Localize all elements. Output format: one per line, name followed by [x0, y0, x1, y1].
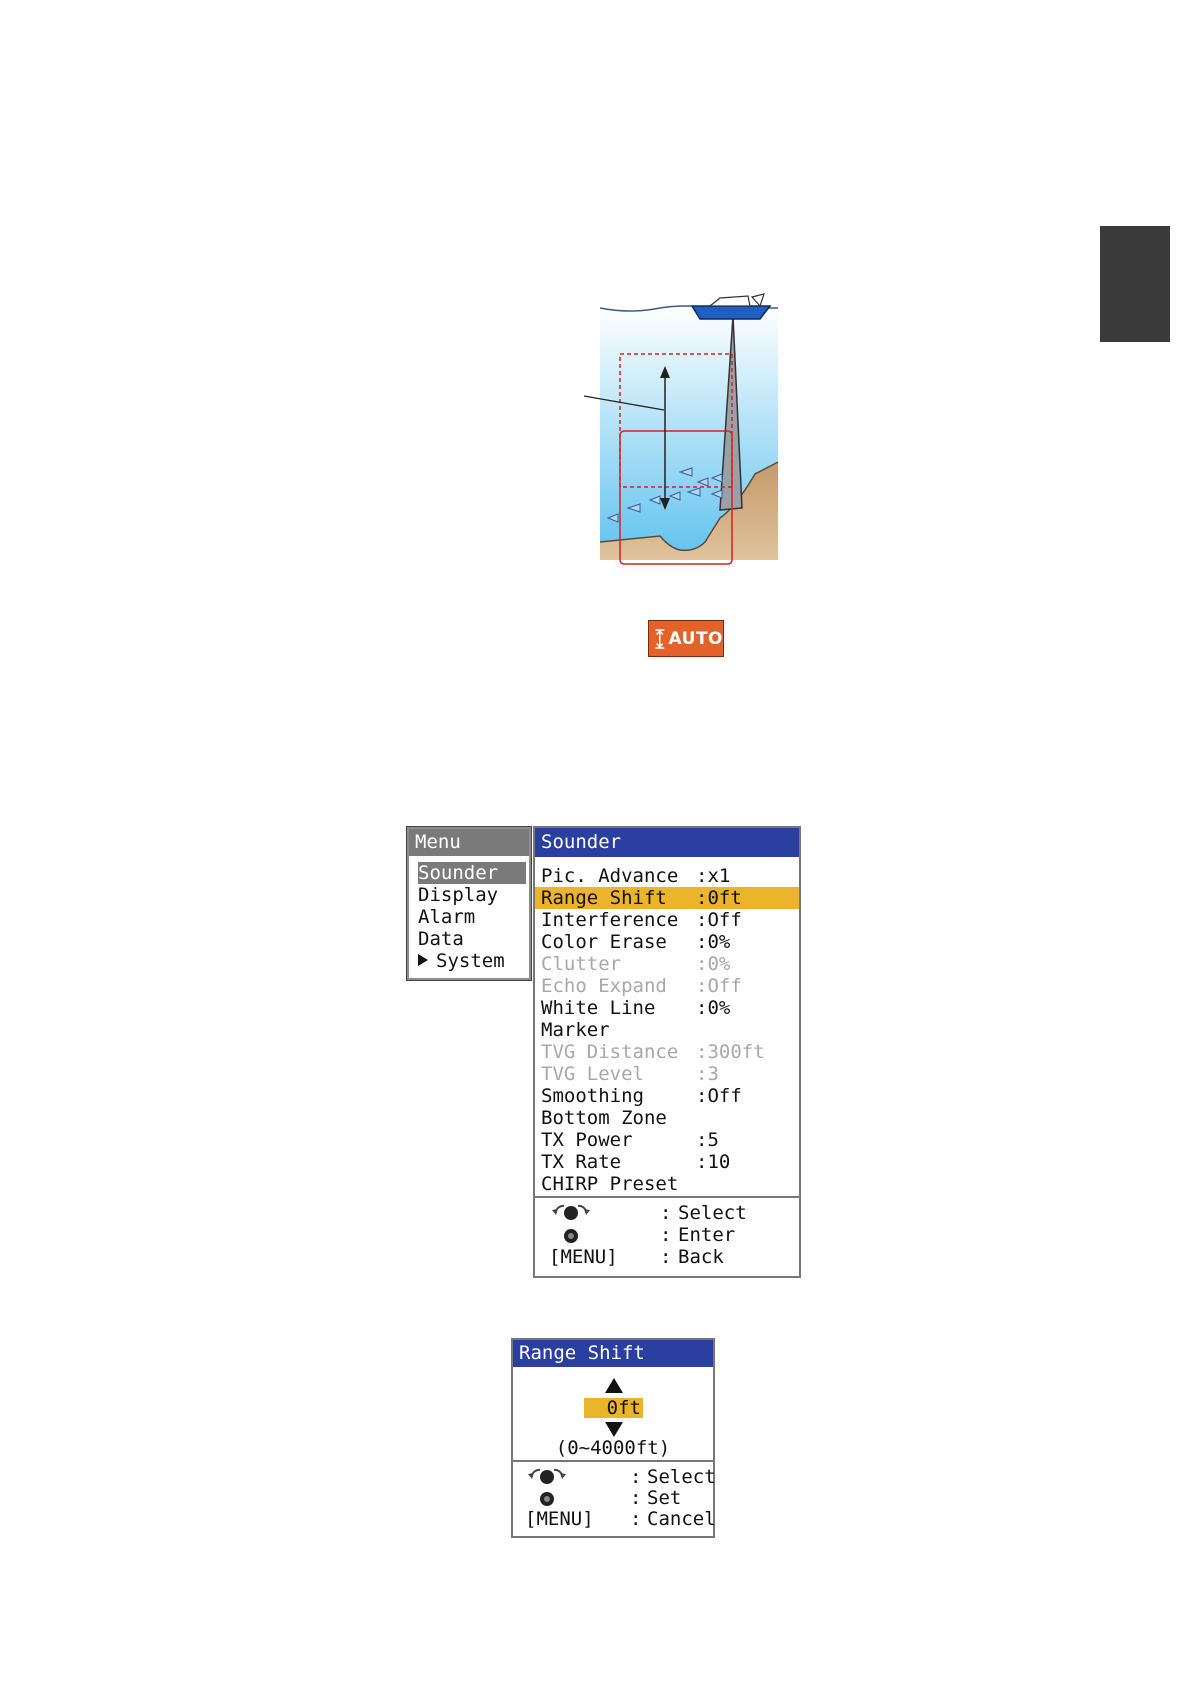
- legend-row-select: : Select: [535, 1202, 799, 1224]
- item-interference[interactable]: Interference :Off: [541, 909, 742, 931]
- item-smoothing[interactable]: Smoothing :Off: [541, 1085, 742, 1107]
- item-color-erase[interactable]: Color Erase :0%: [541, 931, 731, 953]
- item-white-line[interactable]: White Line :0%: [541, 997, 731, 1019]
- sounder-panel: [533, 826, 801, 1278]
- range-shift-title: Range Shift: [513, 1340, 713, 1367]
- legend-row-enter: : Enter: [535, 1224, 799, 1246]
- item-tvg-distance: TVG Distance :300ft: [541, 1041, 765, 1063]
- item-clutter: Clutter :0%: [541, 953, 731, 975]
- item-chirp-preset[interactable]: CHIRP Preset: [541, 1173, 679, 1195]
- up-arrow-icon[interactable]: [605, 1378, 623, 1393]
- sounder-title: Sounder: [535, 828, 799, 857]
- menu-panel: [406, 826, 532, 981]
- legend-row-set: : Set: [513, 1487, 713, 1509]
- item-pic-advance[interactable]: Pic. Advance :x1: [541, 865, 731, 887]
- legend-row-select: : Select: [513, 1466, 713, 1488]
- auto-range-badge: [648, 620, 724, 657]
- item-tx-rate[interactable]: TX Rate :10: [541, 1151, 731, 1173]
- menu-item-display[interactable]: Display: [418, 884, 499, 906]
- item-echo-expand: Echo Expand :Off: [541, 975, 742, 997]
- auto-label: AUTO: [668, 628, 723, 649]
- range-shift-legend: [513, 1460, 716, 1536]
- rotate-knob-icon: [525, 1466, 569, 1488]
- sounder-legend: [535, 1196, 799, 1276]
- range-shift-limits: (0~4000ft): [555, 1437, 671, 1459]
- range-shift-body: [513, 1367, 713, 1461]
- item-bottom-zone[interactable]: Bottom Zone: [541, 1107, 667, 1129]
- chapter-tab: [1100, 226, 1170, 342]
- menu-item-data[interactable]: Data: [418, 928, 464, 950]
- vertical-arrow-icon: [653, 624, 667, 654]
- range-shift-panel: [511, 1338, 715, 1538]
- pointer-icon: [418, 954, 428, 966]
- push-knob-icon: [525, 1487, 569, 1509]
- item-tx-power[interactable]: TX Power :5: [541, 1129, 719, 1151]
- menu-item-sounder[interactable]: Sounder: [409, 862, 529, 884]
- boat-icon: [692, 294, 770, 319]
- menu-title: Menu: [409, 829, 529, 856]
- sounder-items: [535, 865, 799, 1195]
- push-knob-icon: [549, 1224, 593, 1246]
- item-tvg-level: TVG Level :3: [541, 1063, 719, 1085]
- legend-row-back: [MENU] : Back: [549, 1246, 724, 1268]
- down-arrow-icon[interactable]: [605, 1422, 623, 1437]
- sounder-illustration: [570, 286, 800, 596]
- rotate-knob-icon: [549, 1202, 593, 1224]
- menu-item-alarm[interactable]: Alarm: [418, 906, 476, 928]
- item-marker[interactable]: Marker: [541, 1019, 610, 1041]
- menu-list: [409, 862, 529, 972]
- menu-item-system[interactable]: System: [409, 950, 529, 972]
- item-range-shift[interactable]: Range Shift :0ft: [535, 887, 799, 909]
- range-shift-value[interactable]: 0ft: [584, 1398, 643, 1418]
- legend-row-cancel: [MENU] : Cancel: [525, 1508, 716, 1530]
